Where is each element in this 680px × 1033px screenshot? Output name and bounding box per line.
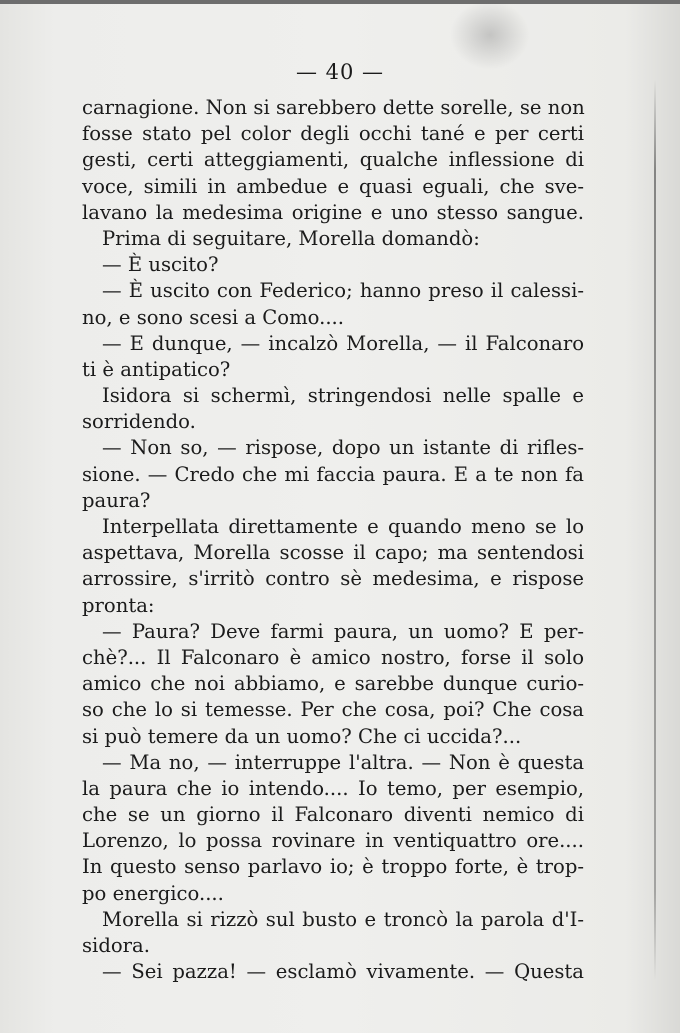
text-line: sione. — Credo che mi faccia paura. E a te non fa: [82, 462, 584, 486]
text-line: Interpellata direttamente e quando meno se lo: [102, 515, 584, 538]
text-line: pronta:: [82, 593, 155, 617]
body-text: [82, 95, 584, 985]
text-line: aspettava, Morella scosse il capo; ma sentendosi: [82, 541, 584, 565]
text-line: carnagione. Non si sarebbero dette sorelle, se non: [82, 96, 585, 119]
text-line: la paura che io intendo.... Io temo, per esempio,: [82, 776, 584, 800]
text-line: — È uscito?: [102, 253, 219, 277]
text-line: si può temere da un uomo? Che ci uccida?...: [82, 724, 522, 748]
text-line: no, e sono scesi a Como....: [82, 305, 345, 329]
text-line: fosse stato pel color degli occhi tané e per certi: [82, 122, 584, 146]
text-line: — E dunque, — incalzò Morella, — il Falconaro: [102, 331, 584, 355]
text-line: so che lo si temesse. Per che cosa, poi? Che cosa: [82, 698, 584, 722]
text-line: Isidora si schermì, stringendosi nelle spalle e: [102, 384, 584, 408]
text-line: chè?... Il Falconaro è amico nostro, forse il solo: [82, 645, 584, 669]
page-top-edge: [0, 0, 680, 4]
text-line: — Non so, — rispose, dopo un istante di rifles-: [102, 436, 584, 460]
text-line: che se un giorno il Falconaro diventi nemico di: [82, 803, 584, 827]
text-line: voce, simili in ambedue e quasi eguali, che sve-: [82, 174, 584, 198]
text-line: — Ma no, — interruppe l'altra. — Non è questa: [102, 750, 584, 774]
text-line: po energico....: [82, 881, 224, 905]
text-line: In questo senso parlavo io; è troppo forte, è trop-: [82, 855, 584, 879]
text-line: — Paura? Deve farmi paura, un uomo? E per-: [102, 619, 584, 643]
text-line: gesti, certi atteggiamenti, qualche inflessione di: [82, 148, 584, 172]
text-line: Prima di seguitare, Morella domandò:: [102, 226, 480, 250]
text-line: sidora.: [82, 934, 150, 957]
text-line: amico che noi abbiamo, e sarebbe dunque curio-: [82, 672, 584, 696]
text-line: paura?: [82, 488, 151, 512]
text-line: sorridendo.: [82, 410, 196, 434]
text-line: ti è antipatico?: [82, 357, 231, 381]
text-line: — È uscito con Federico; hanno preso il calessi-: [102, 279, 584, 303]
text-line: lavano la medesima origine e uno stesso sangue.: [82, 200, 584, 224]
page-number: — 40 —: [295, 60, 385, 84]
text-line: Lorenzo, lo possa rovinare in ventiquattro ore....: [82, 829, 584, 853]
text-line: arrossire, s'irritò contro sè medesima, e rispose: [82, 567, 584, 591]
text-line: Morella si rizzò sul busto e troncò la parola d'I-: [102, 907, 584, 931]
page-gutter-shadow: [654, 80, 656, 980]
text-line: — Sei pazza! — esclamò vivamente. — Questa: [102, 960, 584, 984]
